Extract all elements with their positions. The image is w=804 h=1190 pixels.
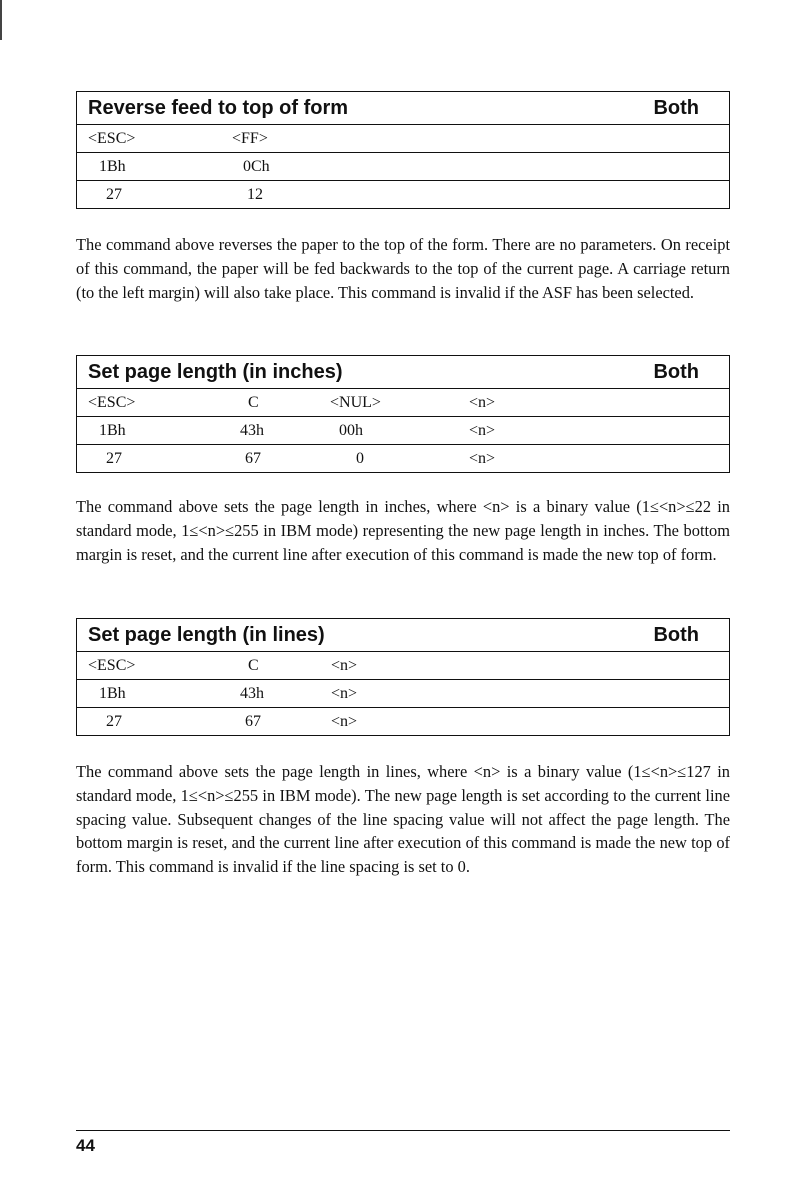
command-row-ascii	[77, 652, 729, 680]
command-row-hex	[77, 153, 729, 181]
description-paragraph-page-length-inches: The command above sets the page length in inches, where <n> is a binary value (1≤<n>≤22 in standard mode, 1≤<n>≤255 in IBM mode) representing the new page length in inches. The bottom margin is reset, and the current line after execution of this command is made the new top of form.	[76, 497, 730, 564]
code-cell: C	[248, 657, 259, 674]
code-cell: 27	[106, 713, 122, 730]
command-row-decimal	[77, 708, 729, 735]
command-row-decimal	[77, 445, 729, 472]
code-cell: 00h	[339, 422, 363, 439]
command-table-page-length-lines	[76, 618, 730, 736]
command-mode: Both	[653, 97, 699, 119]
code-cell: 12	[247, 186, 263, 203]
command-table-header	[77, 92, 729, 125]
page-number: 44	[76, 1136, 95, 1155]
manual-page	[76, 0, 730, 1190]
code-cell: 0Ch	[243, 158, 270, 175]
code-cell: 27	[106, 186, 122, 203]
code-cell: 67	[245, 713, 261, 730]
code-cell: 43h	[240, 422, 264, 439]
code-cell: 1Bh	[99, 685, 126, 702]
command-row-ascii	[77, 125, 729, 153]
code-cell: 0	[356, 450, 364, 467]
code-cell: 1Bh	[99, 422, 126, 439]
command-row-ascii	[77, 389, 729, 417]
command-title: Set page length (in lines)	[88, 624, 325, 646]
command-table-reverse-feed	[76, 91, 730, 209]
code-cell: 67	[245, 450, 261, 467]
command-title: Reverse feed to top of form	[88, 97, 349, 119]
command-row-hex	[77, 417, 729, 445]
code-cell: <ESC>	[88, 130, 136, 147]
code-cell: <n>	[469, 394, 496, 411]
code-cell: 43h	[240, 685, 264, 702]
code-cell: <NUL>	[330, 394, 381, 411]
description-paragraph-reverse-feed: The command above reverses the paper to the top of the form. There are no parameters. On receipt of this command, the paper will be fed backwards to the top of the current page. A carriage return (to the left margin) will also take place. This command is invalid if the ASF has been selected.	[76, 235, 730, 302]
command-mode: Both	[653, 624, 699, 646]
code-cell: <n>	[469, 422, 496, 439]
code-cell: <ESC>	[88, 657, 136, 674]
command-table-page-length-inches	[76, 355, 730, 473]
binding-edge	[0, 0, 2, 40]
code-cell: 1Bh	[99, 158, 126, 175]
code-cell: <n>	[331, 657, 358, 674]
code-cell: <n>	[469, 450, 496, 467]
footer-rule	[76, 1130, 730, 1131]
command-table-header	[77, 356, 729, 389]
code-cell: <n>	[331, 685, 358, 702]
command-mode: Both	[653, 361, 699, 383]
description-paragraph-page-length-lines: The command above sets the page length in lines, where <n> is a binary value (1≤<n>≤127 in standard mode, 1≤<n>≤255 in IBM mode). The new page length is set according to the current line spacing value. Subsequent changes of the line spacing value will not affect the page length. The bottom margin is reset, and the current line after execution of this command is made the new top of form. This command is invalid if the line spacing is set to 0.	[76, 762, 730, 877]
command-table-header	[77, 619, 729, 652]
code-cell: <n>	[331, 713, 358, 730]
code-cell: <ESC>	[88, 394, 136, 411]
command-title: Set page length (in inches)	[88, 361, 343, 383]
code-cell: 27	[106, 450, 122, 467]
code-cell: C	[248, 394, 259, 411]
command-row-hex	[77, 680, 729, 708]
command-row-decimal	[77, 181, 729, 208]
code-cell: <FF>	[232, 130, 268, 147]
